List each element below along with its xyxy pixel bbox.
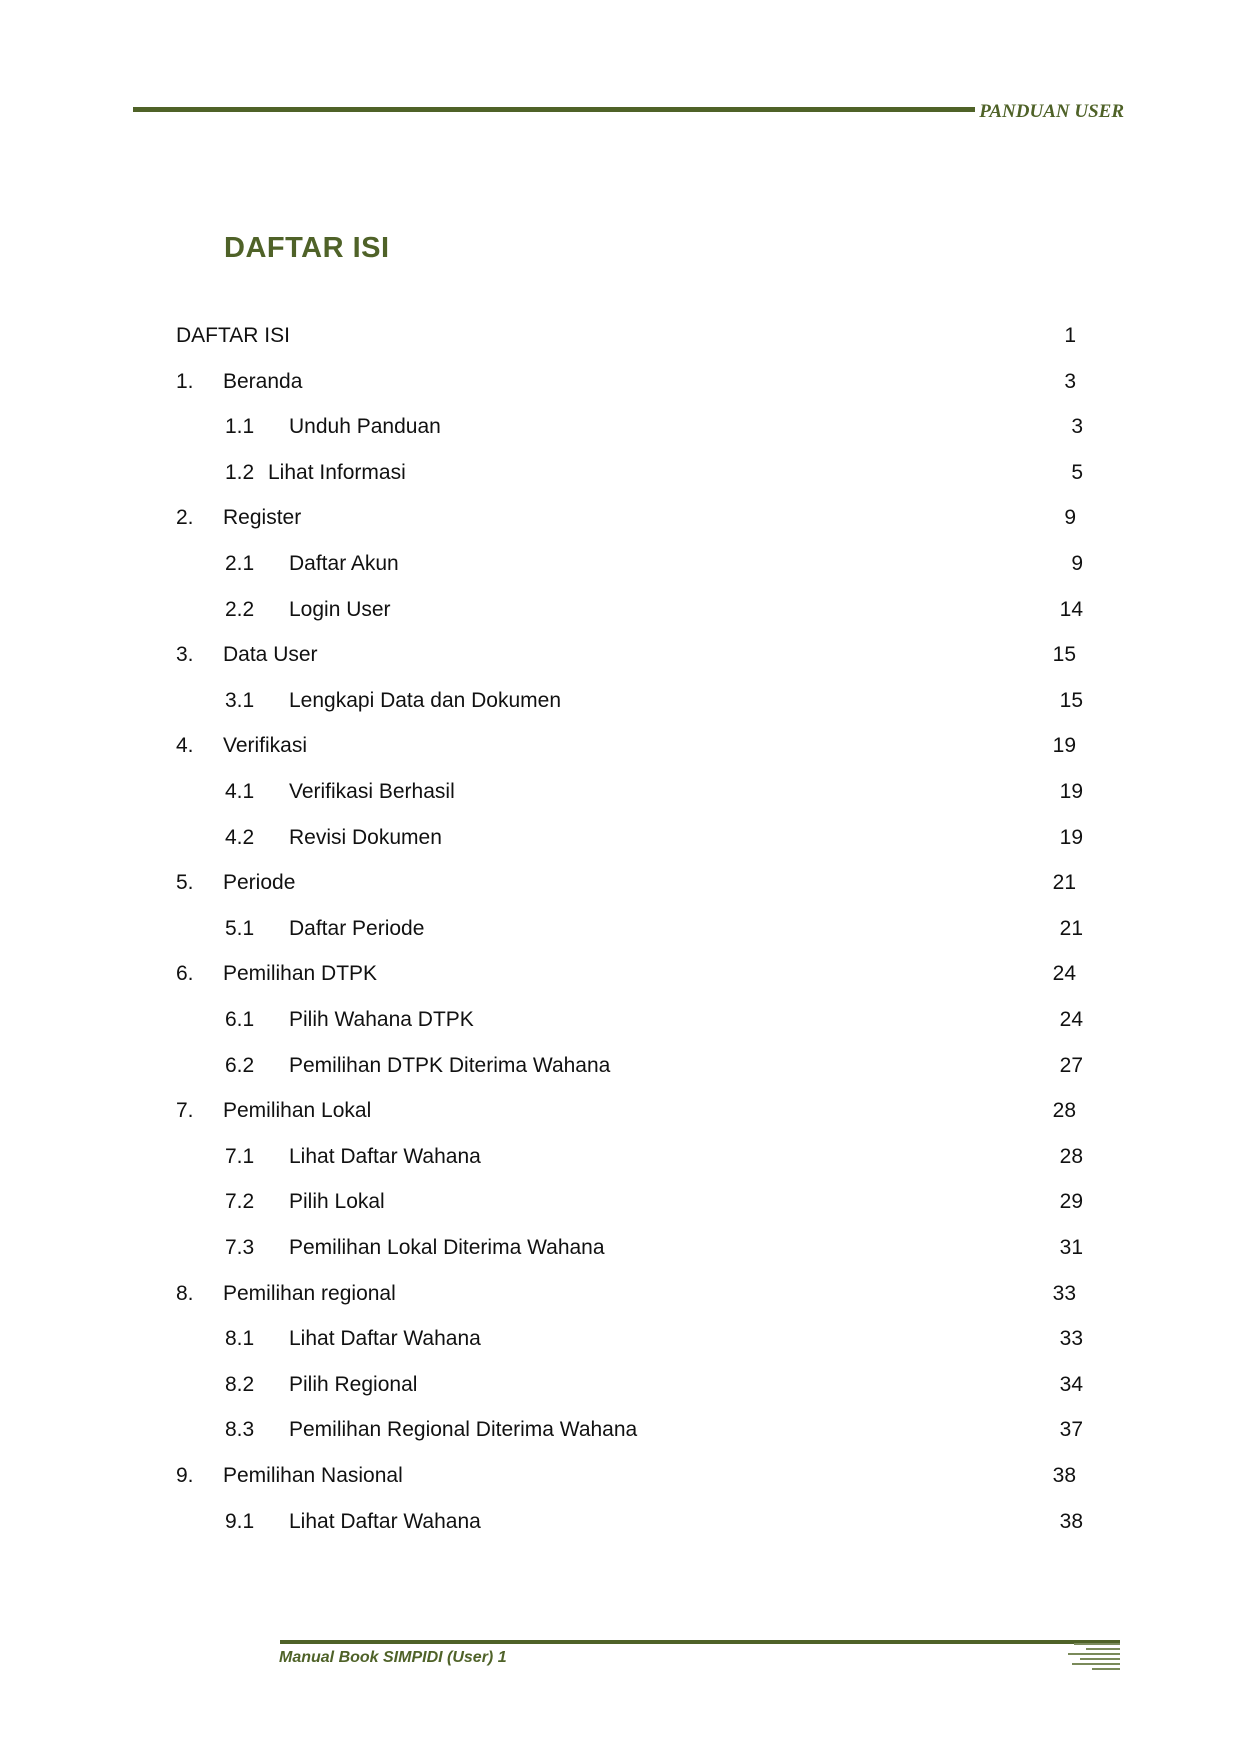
toc-entry-number: 8.	[176, 1281, 194, 1305]
toc-entry-label: Login User	[289, 597, 391, 621]
toc-entry-number: 2.1	[225, 552, 255, 575]
toc-entry-page: 29	[1059, 1190, 1083, 1214]
toc-entry-number: 7.2	[225, 1190, 255, 1214]
toc-entry-page: 28	[1059, 1144, 1083, 1168]
toc-entry-label: Lihat Daftar Wahana	[289, 1327, 481, 1351]
toc-entry[interactable]	[0, 550, 1242, 578]
header-text: PANDUAN USER	[979, 101, 1124, 122]
toc-entry[interactable]	[0, 413, 1242, 441]
toc-entry-page: 24	[1052, 962, 1076, 986]
toc-entry[interactable]	[0, 960, 1242, 988]
toc-entry-page: 34	[1059, 1372, 1083, 1396]
toc-entry[interactable]	[0, 322, 1242, 350]
toc-entry-number: 7.	[176, 1099, 194, 1123]
toc-entry[interactable]	[0, 1097, 1242, 1125]
toc-entry-page: 31	[1059, 1236, 1083, 1259]
toc-entry-label: Pemilihan Lokal Diterima Wahana	[289, 1236, 605, 1259]
toc-entry-label: Unduh Panduan	[289, 415, 441, 439]
toc-entry[interactable]	[0, 732, 1242, 760]
toc-entry[interactable]	[0, 1143, 1242, 1171]
toc-entry[interactable]	[0, 778, 1242, 806]
footer-rule	[280, 1640, 1120, 1644]
toc-entry[interactable]	[0, 1325, 1242, 1353]
toc-entry-number: 5.	[176, 871, 194, 895]
toc-entry[interactable]	[0, 824, 1242, 852]
toc-entry[interactable]	[0, 1052, 1242, 1080]
toc-entry-page: 3	[1071, 415, 1083, 439]
toc-entry-number: 1.	[176, 369, 194, 393]
toc-entry[interactable]	[0, 1462, 1242, 1490]
toc-entry-number: 4.2	[225, 825, 255, 849]
toc-entry-page: 15	[1052, 643, 1076, 667]
toc-entry-number: 3.	[176, 643, 194, 667]
toc-entry-label: Pemilihan DTPK	[223, 962, 378, 986]
toc-entry-page: 28	[1052, 1099, 1076, 1123]
toc-entry[interactable]	[0, 641, 1242, 669]
toc-entry[interactable]	[0, 1508, 1242, 1536]
toc-entry-number: 9.	[176, 1464, 194, 1487]
toc-entry[interactable]	[0, 687, 1242, 715]
toc-entry-label: Verifikasi	[223, 734, 308, 758]
toc-entry-page: 15	[1059, 688, 1083, 712]
toc-entry-page: 33	[1052, 1281, 1076, 1305]
toc-entry-label: Daftar Akun	[289, 552, 399, 575]
toc-entry-number: 6.2	[225, 1053, 255, 1077]
toc-entry-label: DAFTAR ISI	[176, 324, 290, 347]
toc-entry-number: 7.3	[225, 1236, 255, 1259]
toc-entry-label: Beranda	[223, 369, 303, 393]
toc-entry-page: 37	[1059, 1418, 1083, 1442]
toc-entry-label: Data User	[223, 643, 318, 667]
toc-entry-number: 4.1	[225, 780, 255, 803]
toc-entry-label: Register	[223, 506, 302, 530]
toc-entry[interactable]	[0, 596, 1242, 624]
toc-entry[interactable]	[0, 1006, 1242, 1034]
footer-decoration	[1062, 1641, 1120, 1673]
toc-entry-label: Lihat Daftar Wahana	[289, 1144, 481, 1168]
toc-entry-page: 38	[1059, 1509, 1083, 1533]
toc-entry-label: Pilih Wahana DTPK	[289, 1008, 474, 1031]
toc-entry-number: 2.2	[225, 597, 255, 621]
toc-entry-label: Daftar Periode	[289, 916, 425, 940]
toc-entry-page: 9	[1071, 552, 1083, 575]
toc-entry-label: Pilih Lokal	[289, 1190, 385, 1214]
toc-entry[interactable]	[0, 1280, 1242, 1308]
toc-entry[interactable]	[0, 869, 1242, 897]
toc-entry[interactable]	[0, 368, 1242, 396]
toc-entry-label: Lihat Daftar Wahana	[289, 1509, 481, 1533]
toc-entry-number: 8.3	[225, 1418, 255, 1442]
toc-entry-label: Pemilihan Nasional	[223, 1464, 403, 1487]
toc-entry-label: Revisi Dokumen	[289, 825, 442, 849]
footer-text: Manual Book SIMPIDI (User) 1	[279, 1649, 507, 1666]
toc-entry-page: 33	[1059, 1327, 1083, 1351]
toc-entry-label: Periode	[223, 871, 296, 895]
toc-entry-label: Pemilihan Lokal	[223, 1099, 372, 1123]
toc-entry-page: 38	[1052, 1464, 1076, 1487]
toc-entry-page: 1	[1064, 324, 1076, 347]
toc-entry-number: 9.1	[225, 1509, 255, 1533]
toc-entry-label: Pilih Regional	[289, 1372, 418, 1396]
toc-entry-label: Pemilihan regional	[223, 1281, 396, 1305]
toc-entry-page: 3	[1064, 369, 1076, 393]
toc-entry-page: 9	[1064, 506, 1076, 530]
toc-entry-label: Pemilihan DTPK Diterima Wahana	[289, 1053, 611, 1077]
toc-entry-number: 1.2	[225, 460, 255, 484]
toc-entry-page: 19	[1059, 780, 1083, 803]
toc-entry-number: 8.1	[225, 1327, 255, 1351]
toc-entry-label: Lengkapi Data dan Dokumen	[289, 688, 562, 712]
toc-entry[interactable]	[0, 1371, 1242, 1399]
toc-entry-number: 6.1	[225, 1008, 255, 1031]
toc-entry-number: 4.	[176, 734, 194, 758]
toc-entry-page: 24	[1059, 1008, 1083, 1031]
toc-entry[interactable]	[0, 1416, 1242, 1444]
toc-entry[interactable]	[0, 504, 1242, 532]
toc-entry[interactable]	[0, 1188, 1242, 1216]
toc-entry-page: 21	[1052, 871, 1076, 895]
toc-entry-label: Pemilihan Regional Diterima Wahana	[289, 1418, 638, 1442]
toc-entry-page: 27	[1059, 1053, 1083, 1077]
toc-entry-page: 5	[1071, 460, 1083, 484]
toc-entry-number: 1.1	[225, 415, 255, 439]
toc-entry-number: 6.	[176, 962, 194, 986]
toc-entry-page: 19	[1052, 734, 1076, 758]
toc-entry-label: Verifikasi Berhasil	[289, 780, 455, 803]
toc-entry-number: 3.1	[225, 688, 255, 712]
toc-entry-number: 7.1	[225, 1144, 255, 1168]
toc-entry-page: 14	[1059, 597, 1083, 621]
toc-entry-page: 19	[1059, 825, 1083, 849]
toc-entry-label: Lihat Informasi	[268, 460, 406, 484]
toc-entry-page: 21	[1059, 916, 1083, 940]
toc-entry[interactable]	[0, 915, 1242, 943]
toc-title: DAFTAR ISI	[224, 232, 390, 264]
toc-entry-number: 8.2	[225, 1372, 255, 1396]
toc-entry[interactable]	[0, 1234, 1242, 1262]
toc-entry-number: 2.	[176, 506, 194, 530]
toc-entry[interactable]	[0, 459, 1242, 487]
toc-entry-number: 5.1	[225, 916, 255, 940]
